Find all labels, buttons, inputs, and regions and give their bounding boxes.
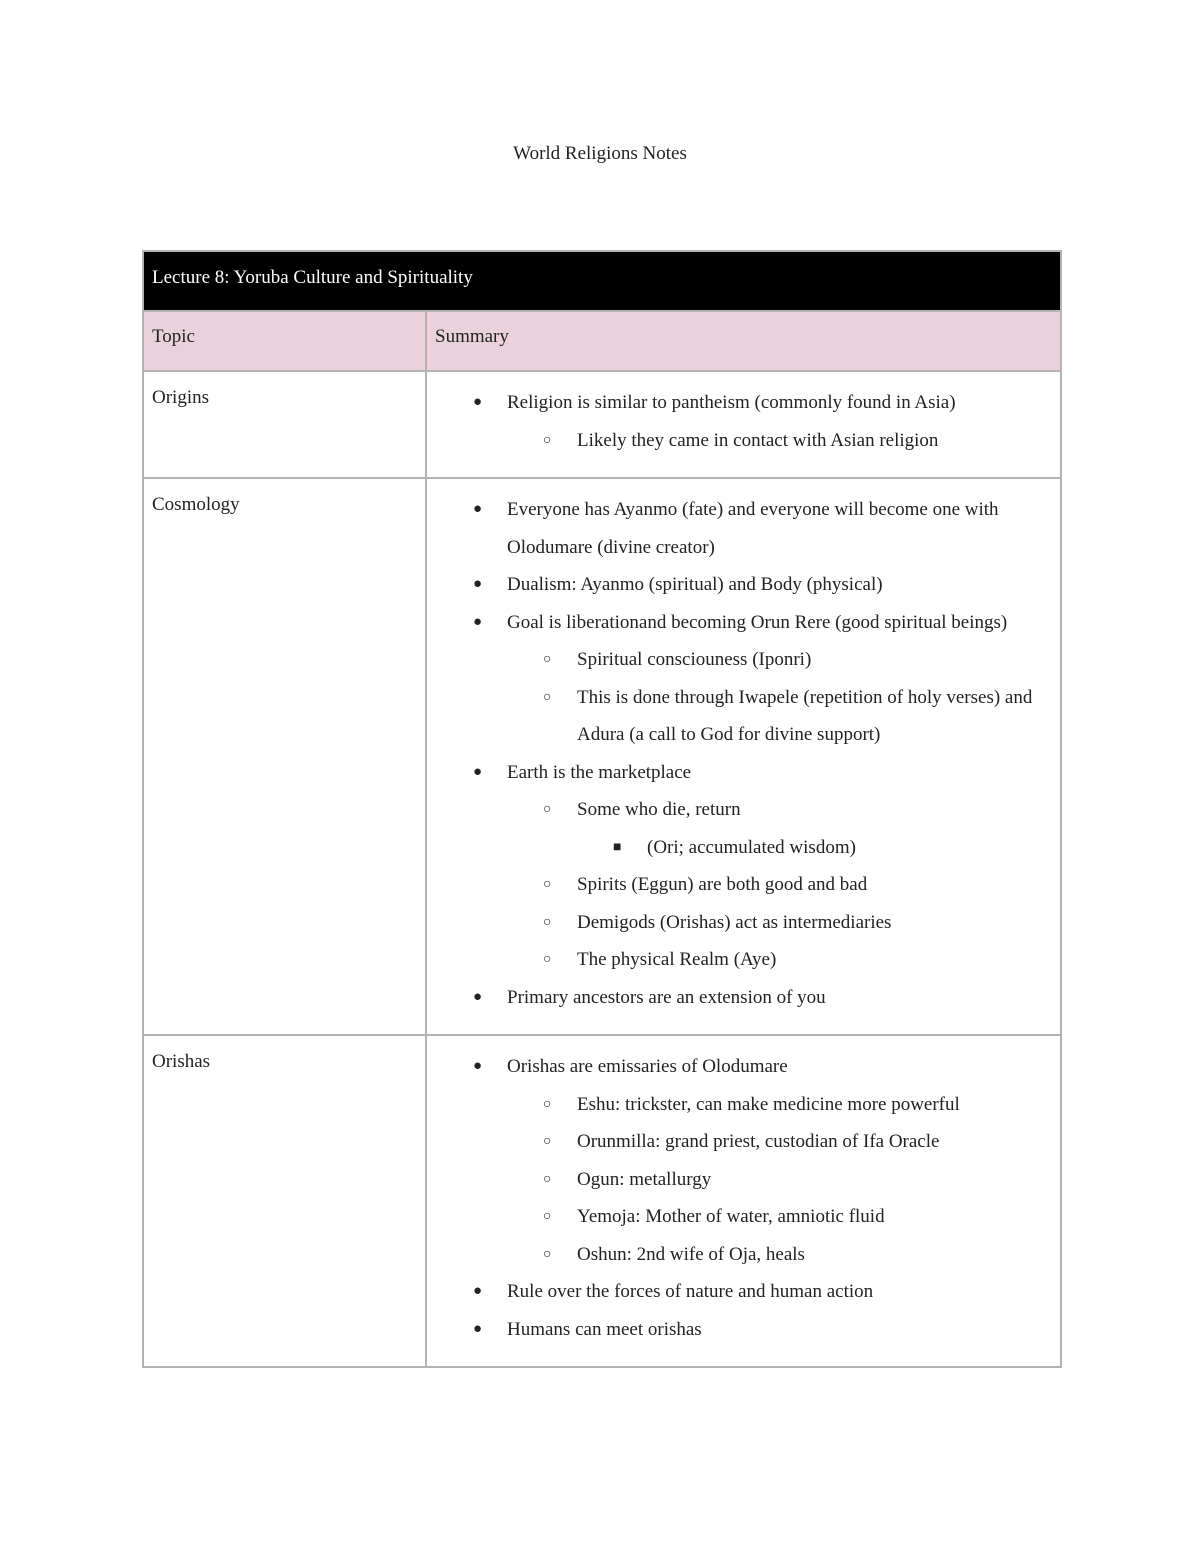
sub-bullet-item: [427, 1123, 1052, 1161]
sub-bullet-item: [427, 904, 1052, 942]
bullet-text: Orunmilla: grand priest, custodian of Ifa Oracle: [577, 1131, 940, 1152]
filled-circle-bullet-icon: ●: [473, 1320, 483, 1337]
lecture-notes-table: [142, 250, 1062, 1368]
hollow-circle-bullet-icon: ○: [543, 1096, 552, 1112]
hollow-circle-bullet-icon: ○: [543, 432, 552, 448]
sub-bullet-item: [427, 866, 1052, 904]
bullet-text: Earth is the marketplace: [507, 761, 692, 783]
sub-bullet-item: [427, 1086, 1052, 1124]
bullet-item: [427, 1311, 1052, 1349]
hollow-circle-bullet-icon: ○: [543, 1134, 552, 1149]
sub-bullet-item: [427, 1161, 1052, 1199]
table-row-orishas: [143, 1035, 1061, 1367]
sub-bullet-item: [427, 1198, 1052, 1236]
bullet-item: [427, 754, 1052, 792]
sub-sub-bullet-item: [427, 829, 1052, 867]
summary-column-header: Summary: [426, 311, 1061, 371]
hollow-circle-bullet-icon: ○: [543, 877, 552, 892]
bullet-text: Religion is similar to pantheism (commonly found in Asia): [507, 392, 956, 413]
hollow-circle-bullet-icon: ○: [543, 1171, 552, 1187]
summary-cell: [426, 371, 1061, 478]
topic-cell: Origins: [143, 371, 426, 478]
hollow-circle-bullet-icon: ○: [543, 802, 552, 817]
bullet-text: Dualism: Ayanmo (spiritual) and Body (physical): [507, 574, 883, 595]
topic-column-header: Topic: [143, 311, 426, 371]
bullet-text: Spiritual consciouness (Iponri): [577, 649, 812, 670]
square-bullet-icon: ■: [613, 839, 622, 855]
filled-circle-bullet-icon: ●: [473, 988, 483, 1005]
bullet-item: [427, 384, 1052, 422]
bullet-text: Everyone has Ayanmo (fate) and everyone will become one with Olodumare (divine creator): [507, 499, 999, 558]
sub-bullet-item: [427, 679, 1052, 754]
bullet-text: Spirits (Eggun) are both good and bad: [577, 874, 868, 895]
bullet-text: Humans can meet orishas: [507, 1318, 702, 1340]
summary-cell: [426, 478, 1061, 1035]
column-header-row: [143, 311, 1061, 371]
hollow-circle-bullet-icon: ○: [543, 952, 552, 967]
bullet-text: Yemoja: Mother of water, amniotic fluid: [577, 1206, 885, 1227]
bullet-text: Ogun: metallurgy: [577, 1168, 712, 1190]
sub-bullet-item: [427, 641, 1052, 679]
filled-circle-bullet-icon: ●: [473, 576, 483, 592]
sub-bullet-item: [427, 941, 1052, 979]
filled-circle-bullet-icon: ●: [473, 1058, 483, 1074]
lecture-header-row: [143, 251, 1061, 311]
sub-bullet-item: [427, 422, 1052, 460]
topic-cell: Orishas: [143, 1035, 426, 1367]
sub-bullet-item: [427, 1236, 1052, 1274]
table-row-cosmology: [143, 478, 1061, 1035]
hollow-circle-bullet-icon: ○: [543, 689, 552, 705]
filled-circle-bullet-icon: ●: [473, 763, 483, 780]
bullet-text: The physical Realm (Aye): [577, 949, 777, 970]
bullet-text: (Ori; accumulated wisdom): [647, 836, 856, 858]
bullet-text: Primary ancestors are an extension of you: [507, 986, 826, 1008]
bullet-text: Rule over the forces of nature and human action: [507, 1281, 874, 1302]
hollow-circle-bullet-icon: ○: [543, 1246, 552, 1262]
bullet-item: [427, 1048, 1052, 1086]
hollow-circle-bullet-icon: ○: [543, 914, 552, 930]
bullet-text: Some who die, return: [577, 799, 741, 820]
topic-cell: Cosmology: [143, 478, 426, 1035]
bullet-item: [427, 1273, 1052, 1311]
bullet-text: Orishas are emissaries of Olodumare: [507, 1056, 788, 1077]
bullet-text: Likely they came in contact with Asian religion: [577, 429, 939, 451]
document-title: World Religions Notes: [513, 143, 687, 164]
bullet-text: Demigods (Orishas) act as intermediaries: [577, 911, 892, 933]
table-row-origins: [143, 371, 1061, 478]
hollow-circle-bullet-icon: ○: [543, 652, 552, 667]
bullet-item: [427, 604, 1052, 642]
sub-bullet-item: [427, 791, 1052, 829]
filled-circle-bullet-icon: ●: [473, 1283, 483, 1299]
bullet-item: [427, 979, 1052, 1017]
lecture-title: Lecture 8: Yoruba Culture and Spirituality: [143, 251, 1061, 311]
hollow-circle-bullet-icon: ○: [543, 1209, 552, 1224]
summary-cell: [426, 1035, 1061, 1367]
bullet-text: Goal is liberationand becoming Orun Rere (good spiritual beings): [507, 611, 1008, 633]
bullet-text: This is done through Iwapele (repetition of holy verses) and Adura (a call to God for divine support): [577, 686, 1033, 745]
bullet-text: Eshu: trickster, can make medicine more powerful: [577, 1093, 960, 1115]
bullet-text: Oshun: 2nd wife of Oja, heals: [577, 1243, 805, 1265]
filled-circle-bullet-icon: ●: [473, 613, 483, 630]
filled-circle-bullet-icon: ●: [473, 394, 483, 410]
bullet-item: [427, 566, 1052, 604]
filled-circle-bullet-icon: ●: [473, 501, 483, 517]
bullet-item: [427, 491, 1052, 566]
